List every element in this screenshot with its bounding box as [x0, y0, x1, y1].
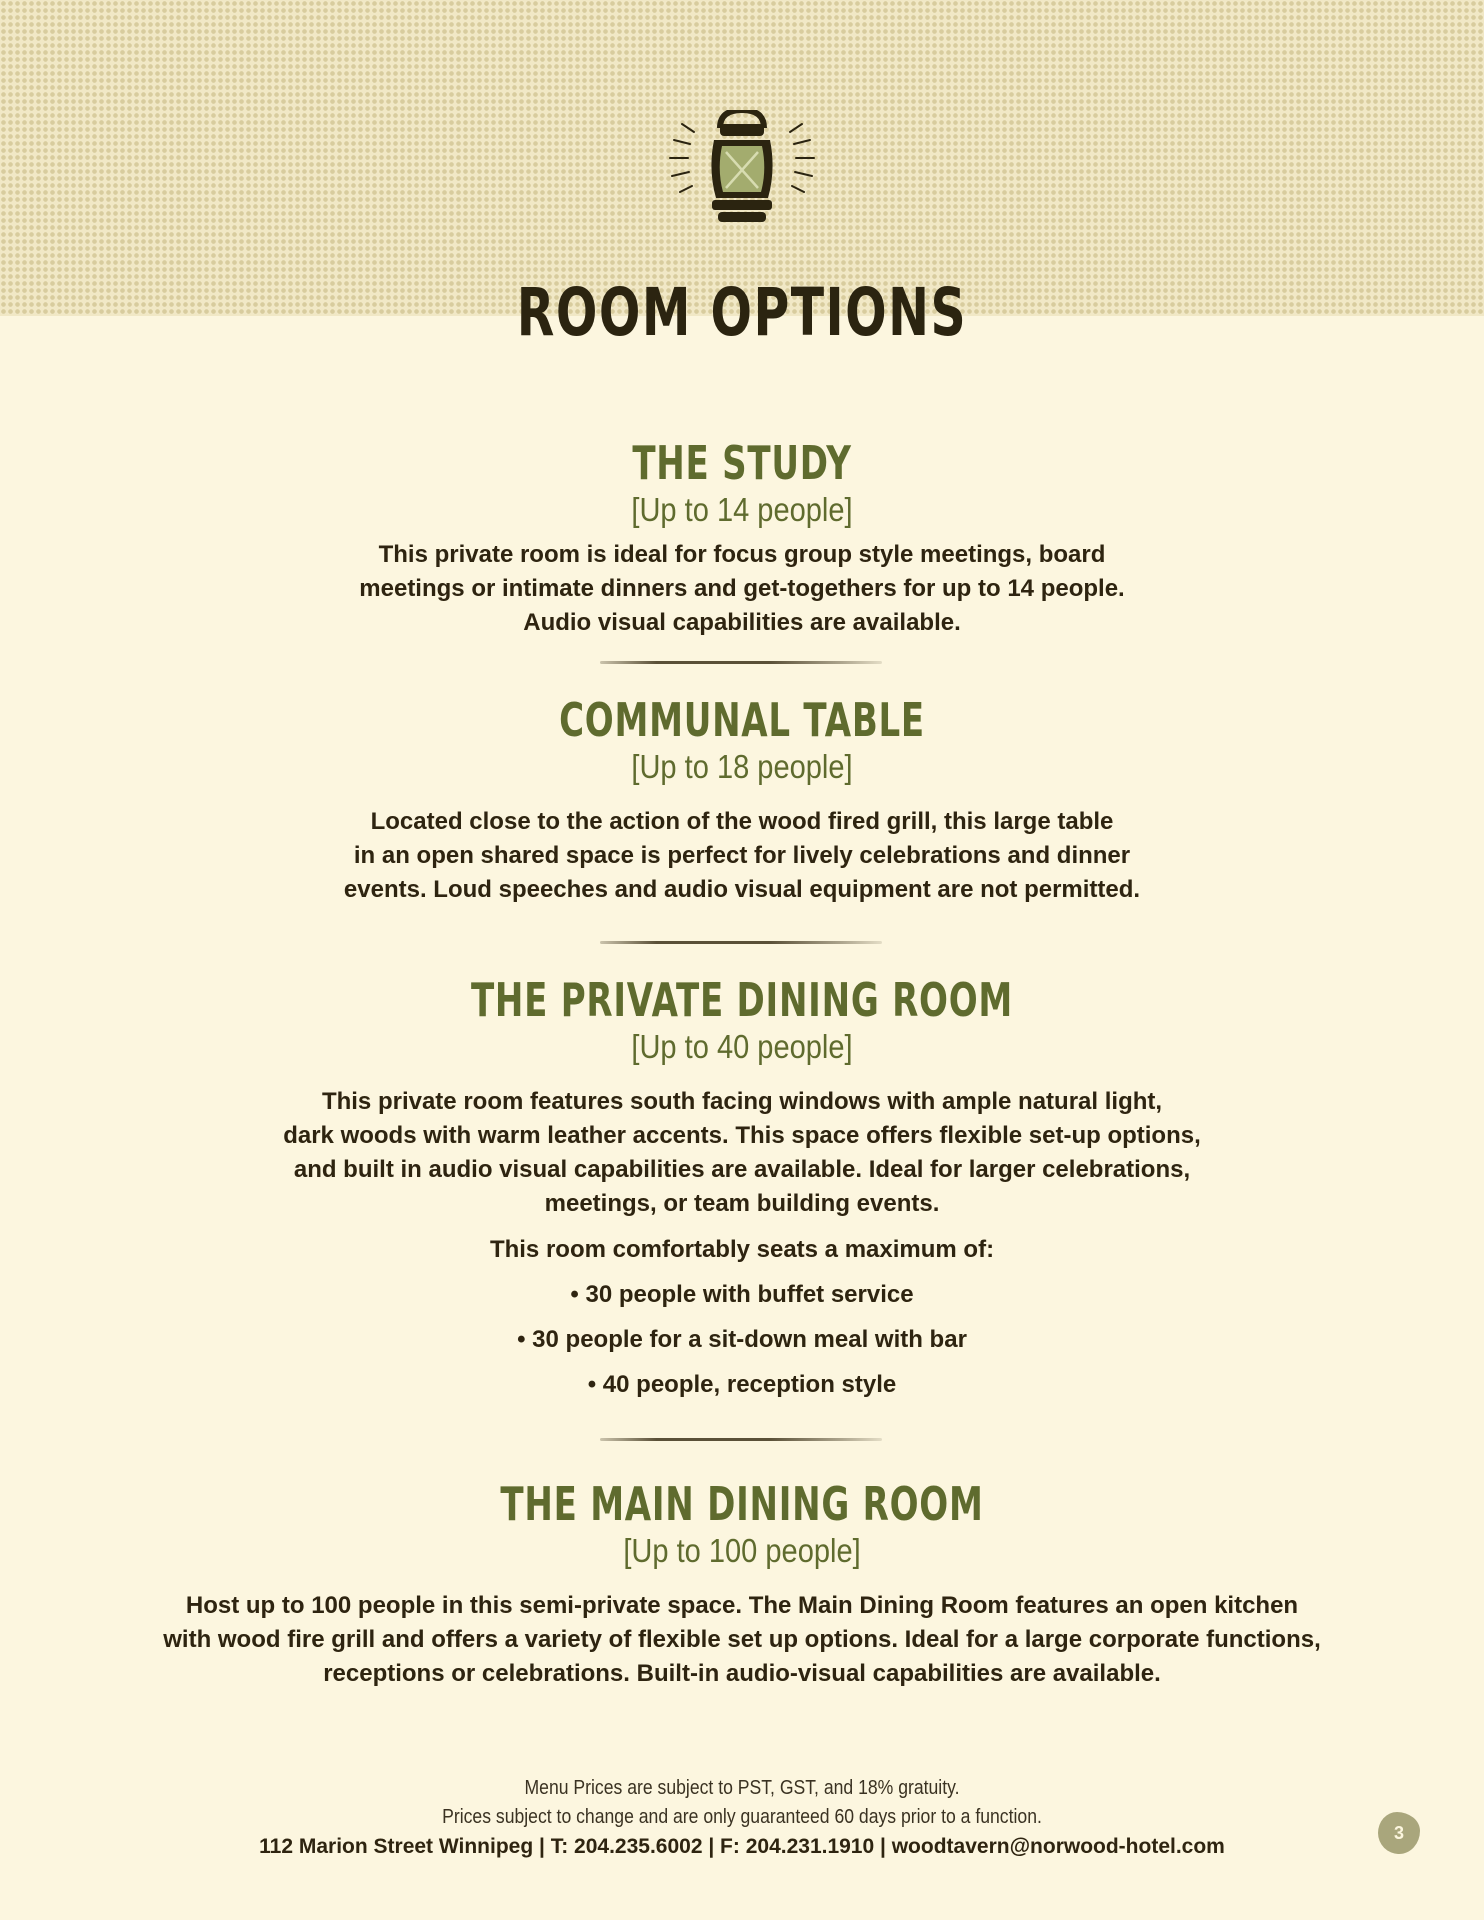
section-private-dining-room [0, 973, 1484, 1407]
section-communal-table [0, 693, 1484, 907]
description-line: and built in audio visual capabilities are available. Ideal for larger celebrations, [293, 1156, 1191, 1183]
description-line: in an open shared space is perfect for lively celebrations and dinner [353, 842, 1131, 869]
section-capacity: [Up to 100 people] [623, 1532, 861, 1569]
footer-tax-note: Menu Prices are subject to PST, GST, and 18% gratuity. [524, 1777, 960, 1799]
footer [0, 1774, 1484, 1861]
section-capacity: [Up to 18 people] [631, 748, 853, 785]
description-line: This private room features south facing windows with ample natural light, [321, 1088, 1163, 1115]
section-title: THE STUDY [632, 436, 852, 490]
description-line: Located close to the action of the wood fired grill, this large table [370, 808, 1114, 835]
seating-item: • 30 people for a sit-down meal with bar [517, 1326, 967, 1353]
section-title: THE MAIN DINING ROOM [500, 1477, 984, 1531]
seating-item: • 40 people, reception style [587, 1371, 897, 1398]
section-divider [600, 941, 882, 944]
section-the-study [0, 436, 1484, 640]
lantern-icon [662, 110, 822, 240]
section-main-dining-room [0, 1477, 1484, 1691]
section-divider [600, 661, 882, 664]
page-number-badge: 3 [1378, 1812, 1420, 1854]
page-title: ROOM OPTIONS [516, 274, 968, 351]
section-description [0, 805, 1484, 907]
seating-item: • 30 people with buffet service [570, 1281, 914, 1308]
seating-list [0, 1227, 1484, 1407]
section-description [0, 538, 1484, 640]
footer-price-note: Prices subject to change and are only guaranteed 60 days prior to a function. [442, 1806, 1042, 1828]
description-line: receptions or celebrations. Built-in audio-visual capabilities are available. [323, 1660, 1161, 1687]
section-description [0, 1085, 1484, 1221]
section-title: THE PRIVATE DINING ROOM [470, 973, 1014, 1027]
description-line: events. Loud speeches and audio visual equipment are not permitted. [343, 876, 1141, 903]
footer-contact: 112 Marion Street Winnipeg | T: 204.235.6002 | F: 204.231.1910 | woodtavern@norwood-hotel.com [259, 1835, 1225, 1858]
section-capacity: [Up to 14 people] [631, 491, 853, 528]
description-line: with wood fire grill and offers a variety of flexible set up options. Ideal for a large corporate functions, [163, 1626, 1321, 1653]
description-line: meetings, or team building events. [544, 1190, 940, 1217]
section-divider [600, 1438, 882, 1441]
description-line: This private room is ideal for focus group style meetings, board [378, 541, 1106, 568]
section-description [0, 1589, 1484, 1691]
description-line: Audio visual capabilities are available. [523, 609, 961, 636]
section-capacity: [Up to 40 people] [631, 1028, 853, 1065]
description-line: Host up to 100 people in this semi-private space. The Main Dining Room features an open kitchen [185, 1592, 1299, 1619]
seating-intro: This room comfortably seats a maximum of: [489, 1236, 995, 1263]
description-line: meetings or intimate dinners and get-togethers for up to 14 people. [359, 575, 1125, 602]
description-line: dark woods with warm leather accents. This space offers flexible set-up options, [283, 1122, 1201, 1149]
section-title: COMMUNAL TABLE [559, 693, 925, 747]
